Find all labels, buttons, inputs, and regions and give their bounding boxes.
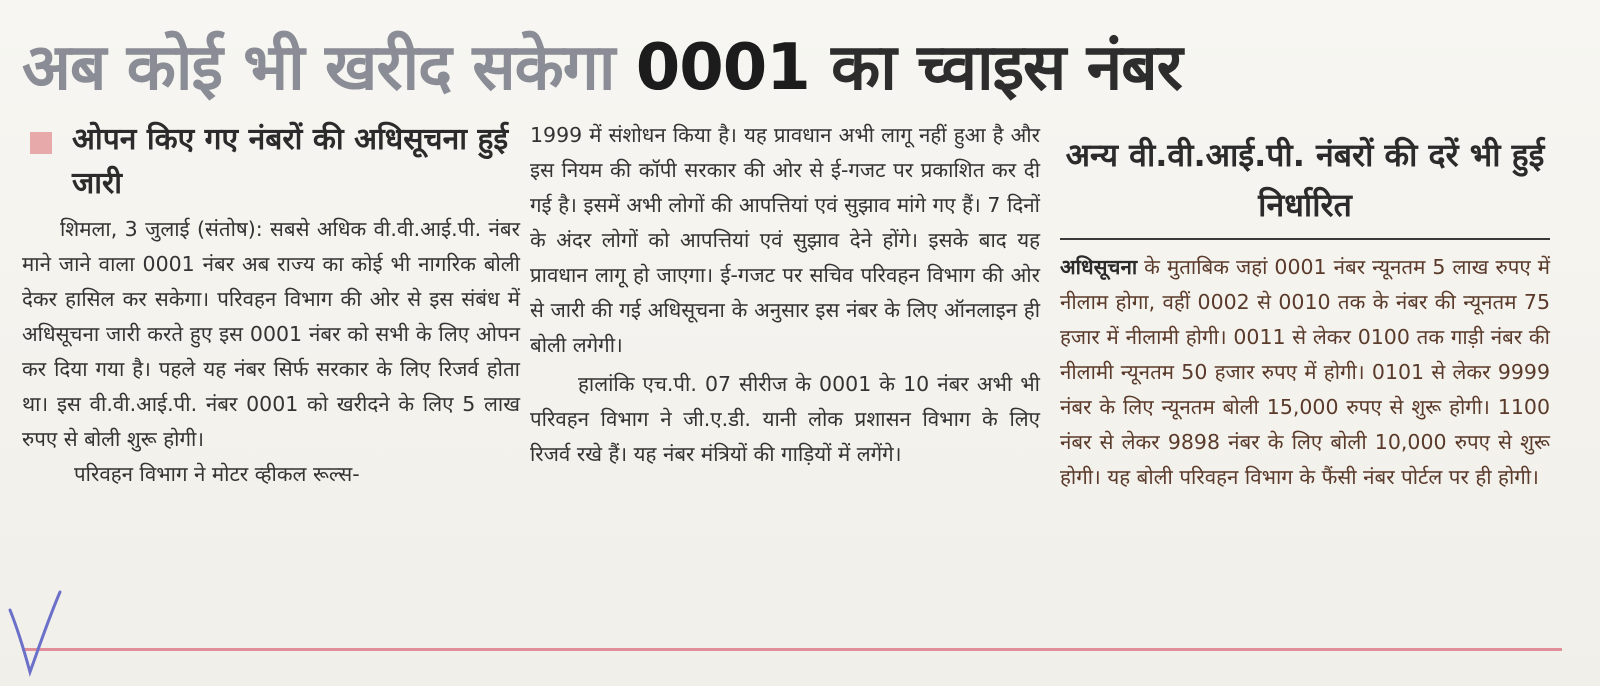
right-paragraph-lead: अधिसूचना bbox=[1060, 255, 1138, 279]
right-subheading: अन्य वी.वी.आई.पी. नंबरों की दरें भी हुई निर्धारित bbox=[1060, 130, 1550, 240]
right-column bbox=[1060, 118, 1550, 495]
headline bbox=[22, 18, 1562, 118]
bullet-square-icon bbox=[30, 132, 52, 154]
bottom-rule bbox=[22, 648, 1562, 651]
left-column bbox=[22, 118, 520, 492]
middle-paragraph-2: हालांकि एच.पी. 07 सीरीज के 0001 के 10 नंबर अभी भी परिवहन विभाग ने जी.ए.डी. यानी लोक प्रशासन विभाग के लिए रिजर्व रखे हैं। यह नंबर मंत्रियों की गाड़ियों में लगेंगे। bbox=[530, 372, 1040, 466]
middle-paragraph-1: 1999 में संशोधन किया है। यह प्रावधान अभी लागू नहीं हुआ है और इस नियम की कॉपी सरकार की ओर से ई-गजट पर प्रकाशित कर दी गई है। इसमें अभी लोगों की आपत्तियां एवं सुझाव मांगे गए हैं। 7 दिनों के अंदर लोगों को आपत्तियां एवं सुझाव देने होंगे। इसके बाद यह प्रावधान लागू हो जाएगा। ई-गजट पर सचिव परिवहन विभाग की ओर से जारी की गई अधिसूचना के अनुसार इस नंबर के लिए ऑनलाइन ही बोली लगेगी। bbox=[530, 123, 1040, 357]
right-paragraph-text: के मुताबिक जहां 0001 नंबर न्यूनतम 5 लाख रुपए में नीलाम होगा, वहीं 0002 से 0010 तक के नंबर की न्यूनतम 75 हजार में नीलामी होगी। 0011 से लेकर 0100 तक गाड़ी नंबर की नीलामी न्यूनतम 50 हजार रुपए में होगी। 0101 से लेकर 9999 नंबर के लिए न्यूनतम बोली 15,000 रुपए से शुरू होगी। 1100 नंबर से लेकर 9898 नंबर के लिए बोली 10,000 रुपए से शुरू होगी। यह बोली परिवहन विभाग के फैंसी नंबर पोर्टल पर ही होगी। bbox=[1060, 255, 1550, 489]
left-subheading-text: ओपन किए गए नंबरों की अधिसूचना हुई जारी bbox=[72, 122, 509, 201]
pen-check-mark-icon bbox=[4, 580, 64, 680]
headline-number: 0001 bbox=[635, 31, 810, 105]
right-paragraph bbox=[1060, 250, 1550, 495]
left-paragraph-1: शिमला, 3 जुलाई (संतोष): सबसे अधिक वी.वी.आई.पी. नंबर माने जाने वाला 0001 नंबर अब राज्य का कोई भी नागरिक बोली देकर हासिल कर सकेगा। परिवहन विभाग की ओर से इस संबंध में अधिसूचना जारी करते हुए इस 0001 नंबर को सभी के लिए ओपन कर दिया गया है। पहले यह नंबर सिर्फ सरकार के लिए रिजर्व होता था। इस वी.वी.आई.पी. नंबर 0001 को खरीदने के लिए 5 लाख रुपए से बोली शुरू होगी। bbox=[22, 217, 520, 451]
left-paragraph-2: परिवहन विभाग ने मोटर व्हीकल रूल्स- bbox=[74, 462, 360, 486]
headline-suffix: का च्वाइस नंबर bbox=[809, 31, 1182, 105]
headline-prefix: अब कोई भी खरीद सकेगा bbox=[22, 31, 636, 105]
middle-column bbox=[530, 118, 1040, 472]
left-subheading bbox=[22, 118, 520, 206]
